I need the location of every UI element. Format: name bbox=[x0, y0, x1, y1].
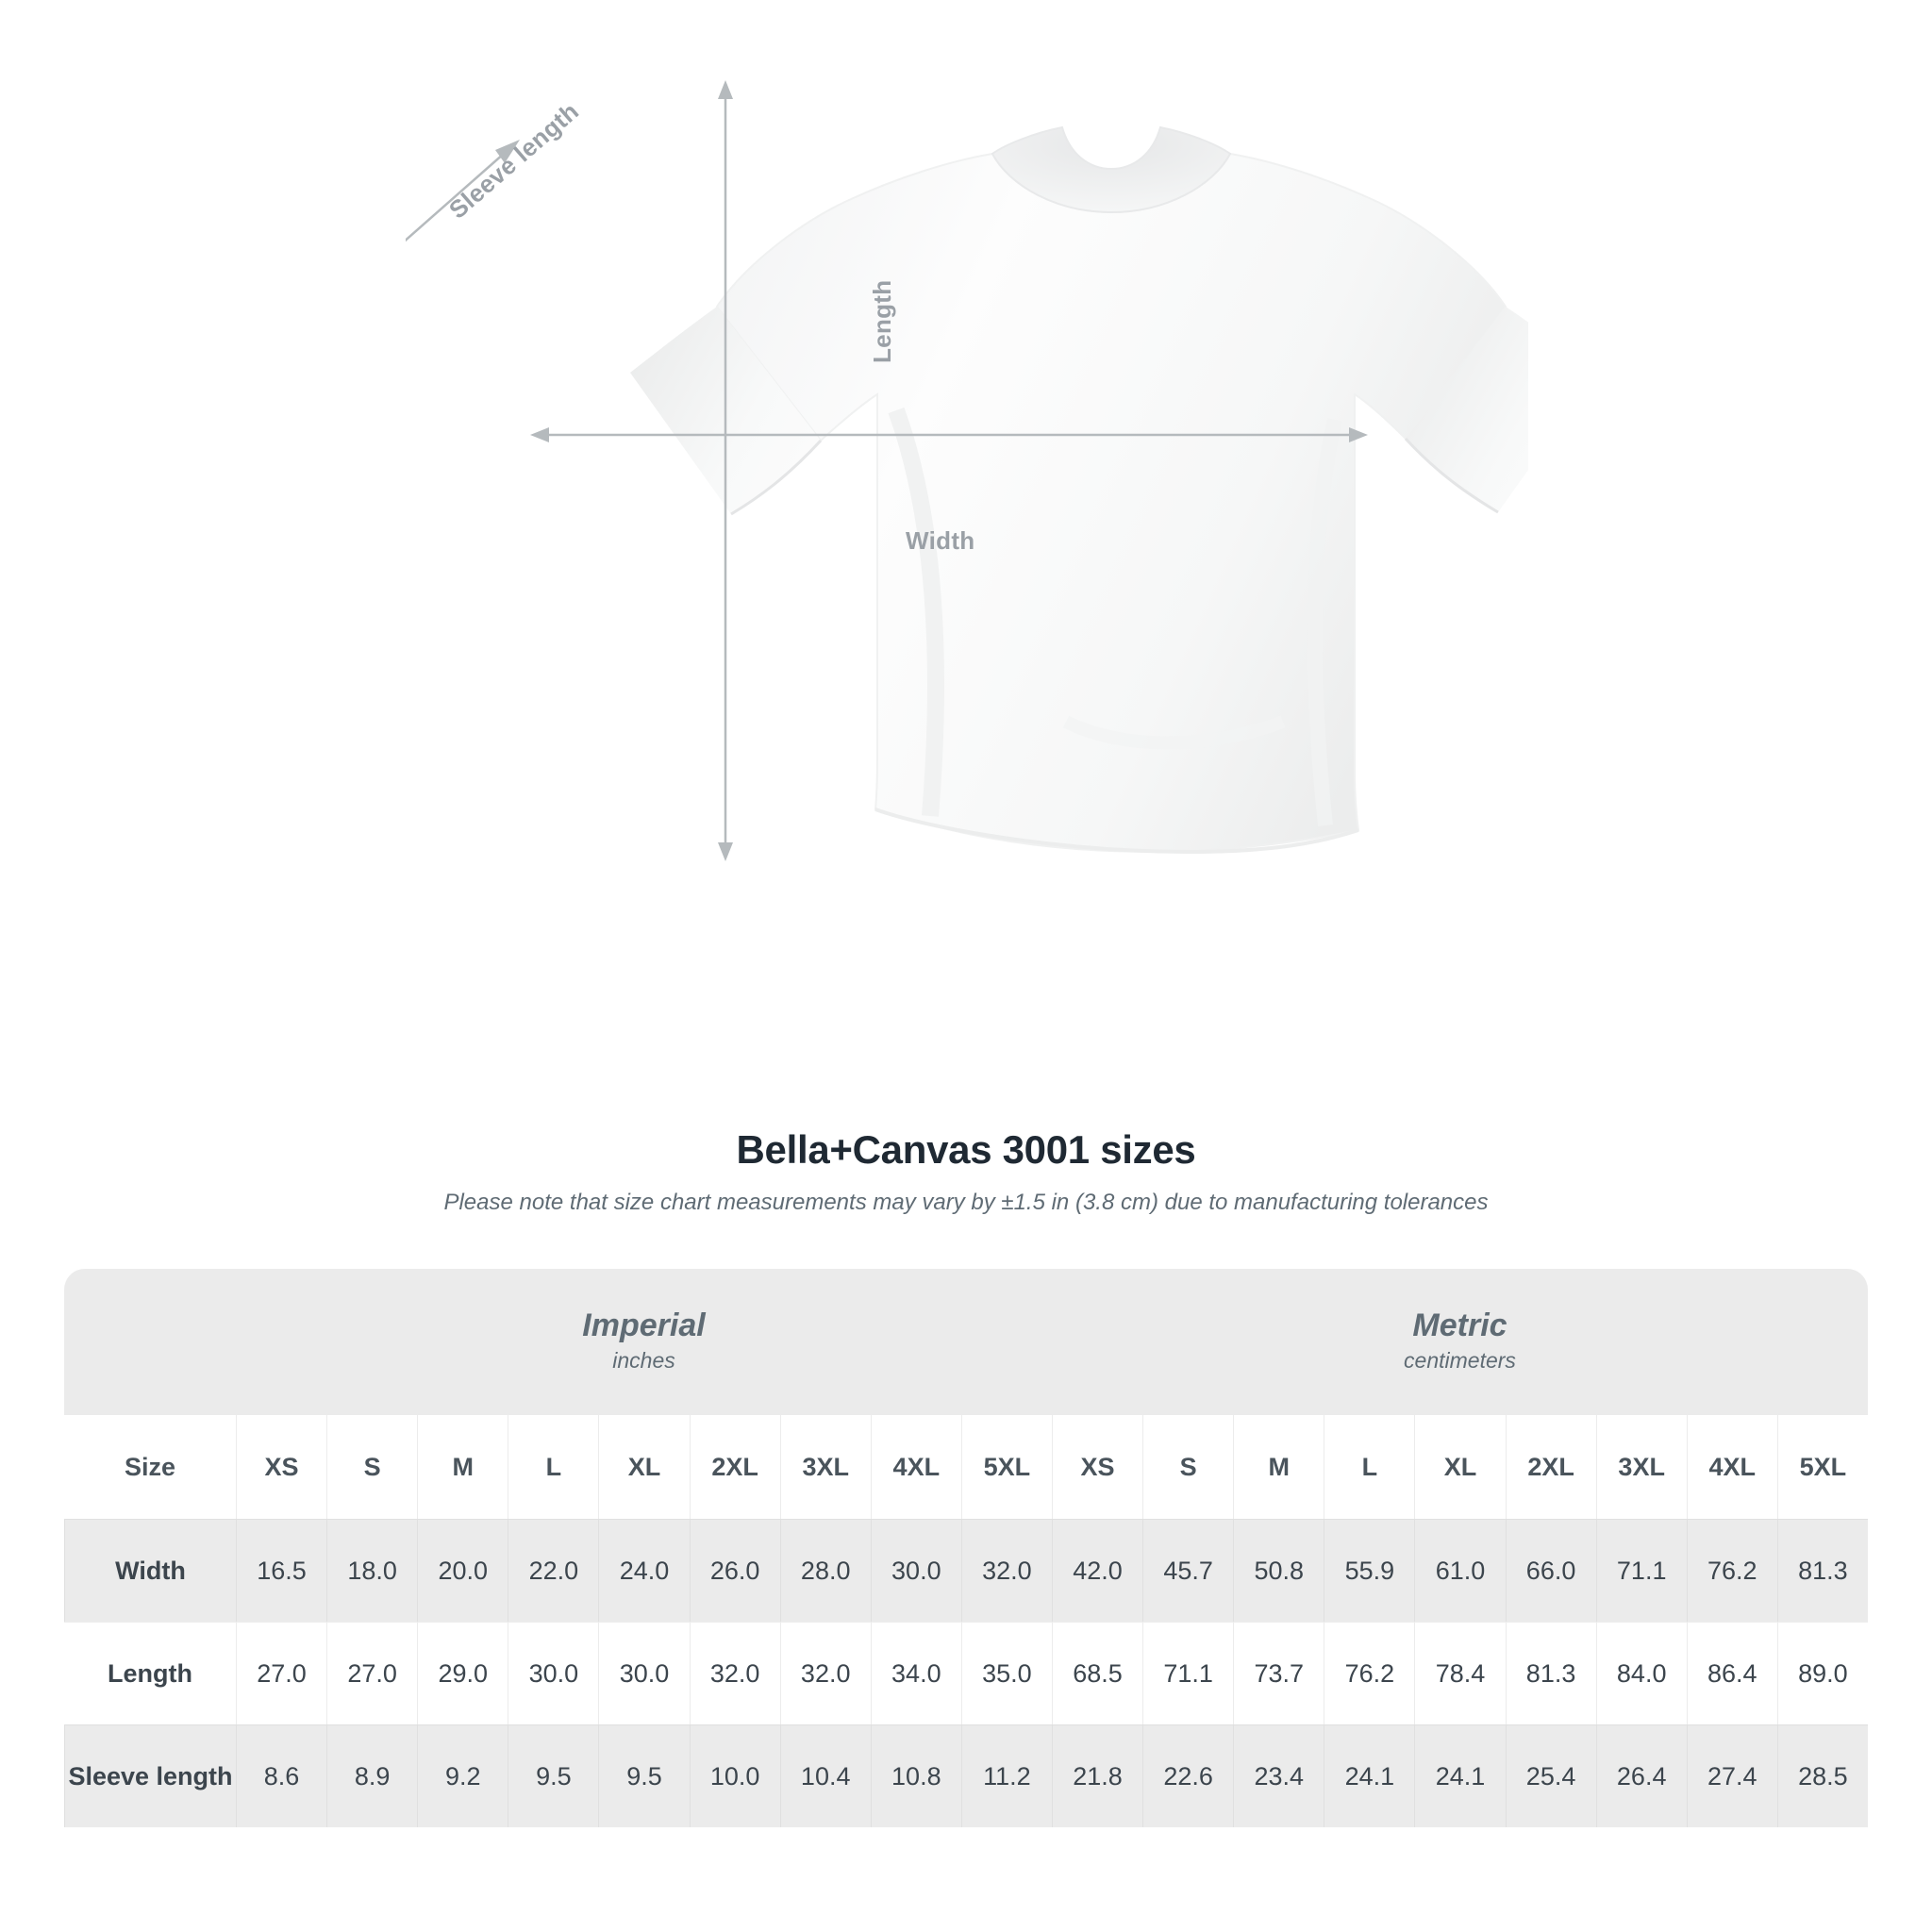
cell-length-metric: 86.4 bbox=[1687, 1622, 1777, 1724]
cell-length-imperial: 32.0 bbox=[690, 1622, 780, 1724]
size-header-cell: 5XL bbox=[961, 1415, 1052, 1519]
cell-width-imperial: 20.0 bbox=[417, 1519, 508, 1622]
cell-length-metric: 68.5 bbox=[1052, 1622, 1142, 1724]
cell-sleeve-metric: 24.1 bbox=[1324, 1724, 1414, 1827]
cell-length-metric: 73.7 bbox=[1233, 1622, 1324, 1724]
unit-group-imperial bbox=[236, 1269, 1052, 1415]
unit-group-metric bbox=[1052, 1269, 1868, 1415]
cell-width-metric: 42.0 bbox=[1052, 1519, 1142, 1622]
sleeve-length-dimension-label: Sleeve length bbox=[443, 96, 585, 225]
cell-sleeve-imperial: 8.6 bbox=[236, 1724, 326, 1827]
cell-sleeve-imperial: 10.8 bbox=[871, 1724, 961, 1827]
cell-length-imperial: 34.0 bbox=[871, 1622, 961, 1724]
size-header-cell: S bbox=[326, 1415, 417, 1519]
cell-sleeve-imperial: 11.2 bbox=[961, 1724, 1052, 1827]
cell-width-imperial: 18.0 bbox=[326, 1519, 417, 1622]
cell-sleeve-metric: 25.4 bbox=[1506, 1724, 1596, 1827]
row-header-label: Size bbox=[64, 1415, 236, 1519]
cell-width-metric: 55.9 bbox=[1324, 1519, 1414, 1622]
cell-sleeve-imperial: 9.5 bbox=[508, 1724, 598, 1827]
size-header-cell: 3XL bbox=[1596, 1415, 1687, 1519]
cell-width-imperial: 32.0 bbox=[961, 1519, 1052, 1622]
cell-length-imperial: 30.0 bbox=[598, 1622, 689, 1724]
cell-length-imperial: 27.0 bbox=[326, 1622, 417, 1724]
cell-sleeve-imperial: 10.4 bbox=[780, 1724, 871, 1827]
cell-width-imperial: 24.0 bbox=[598, 1519, 689, 1622]
cell-width-metric: 71.1 bbox=[1596, 1519, 1687, 1622]
cell-sleeve-metric: 22.6 bbox=[1142, 1724, 1233, 1827]
cell-length-metric: 81.3 bbox=[1506, 1622, 1596, 1724]
cell-width-metric: 45.7 bbox=[1142, 1519, 1233, 1622]
title-block bbox=[0, 1127, 1932, 1216]
size-table bbox=[64, 1269, 1868, 1827]
tolerance-note: Please note that size chart measurements may vary by ±1.5 in (3.8 cm) due to manufacturing tolerances bbox=[443, 1190, 1489, 1215]
size-header-cell: 4XL bbox=[1687, 1415, 1777, 1519]
cell-width-imperial: 22.0 bbox=[508, 1519, 598, 1622]
unit-row-spacer bbox=[64, 1269, 236, 1415]
cell-length-metric: 84.0 bbox=[1596, 1622, 1687, 1724]
tshirt-graphic bbox=[406, 71, 1528, 1047]
cell-length-imperial: 30.0 bbox=[508, 1622, 598, 1724]
cell-width-imperial: 28.0 bbox=[780, 1519, 871, 1622]
cell-sleeve-metric: 21.8 bbox=[1052, 1724, 1142, 1827]
cell-length-metric: 71.1 bbox=[1142, 1622, 1233, 1724]
cell-width-metric: 66.0 bbox=[1506, 1519, 1596, 1622]
cell-sleeve-metric: 23.4 bbox=[1233, 1724, 1324, 1827]
cell-length-imperial: 27.0 bbox=[236, 1622, 326, 1724]
cell-sleeve-imperial: 10.0 bbox=[690, 1724, 780, 1827]
size-header-cell: 4XL bbox=[871, 1415, 961, 1519]
page-title: Bella+Canvas 3001 sizes bbox=[736, 1127, 1196, 1172]
size-header-cell: 2XL bbox=[690, 1415, 780, 1519]
size-header-cell: S bbox=[1142, 1415, 1233, 1519]
row-label-sleeve-length: Sleeve length bbox=[64, 1724, 236, 1827]
size-header-cell: XS bbox=[236, 1415, 326, 1519]
cell-length-metric: 76.2 bbox=[1324, 1622, 1414, 1724]
cell-sleeve-imperial: 9.2 bbox=[417, 1724, 508, 1827]
table-row bbox=[64, 1622, 1868, 1724]
cell-width-metric: 61.0 bbox=[1414, 1519, 1505, 1622]
size-header-cell: XL bbox=[598, 1415, 689, 1519]
size-header-cell: M bbox=[1233, 1415, 1324, 1519]
size-header-cell: 2XL bbox=[1506, 1415, 1596, 1519]
unit-group-metric-sub: centimeters bbox=[1404, 1347, 1516, 1373]
size-header-cell: L bbox=[508, 1415, 598, 1519]
cell-width-metric: 81.3 bbox=[1777, 1519, 1868, 1622]
size-header-row bbox=[64, 1415, 1868, 1519]
length-dimension-label: Length bbox=[868, 279, 896, 363]
unit-group-row bbox=[64, 1269, 1868, 1415]
cell-length-metric: 89.0 bbox=[1777, 1622, 1868, 1724]
size-header-cell: XS bbox=[1052, 1415, 1142, 1519]
cell-width-imperial: 30.0 bbox=[871, 1519, 961, 1622]
cell-length-imperial: 35.0 bbox=[961, 1622, 1052, 1724]
size-header-cell: XL bbox=[1414, 1415, 1505, 1519]
unit-group-metric-name: Metric bbox=[1412, 1307, 1507, 1343]
table-row bbox=[64, 1519, 1868, 1622]
cell-length-imperial: 29.0 bbox=[417, 1622, 508, 1724]
cell-width-imperial: 26.0 bbox=[690, 1519, 780, 1622]
unit-group-imperial-sub: inches bbox=[612, 1347, 675, 1373]
cell-sleeve-metric: 24.1 bbox=[1414, 1724, 1505, 1827]
cell-length-metric: 78.4 bbox=[1414, 1622, 1505, 1724]
row-label-width: Width bbox=[64, 1519, 236, 1622]
table-row bbox=[64, 1724, 1868, 1827]
size-table-wrapper bbox=[64, 1269, 1868, 1827]
cell-sleeve-metric: 28.5 bbox=[1777, 1724, 1868, 1827]
cell-width-metric: 50.8 bbox=[1233, 1519, 1324, 1622]
size-header-cell: 3XL bbox=[780, 1415, 871, 1519]
cell-width-metric: 76.2 bbox=[1687, 1519, 1777, 1622]
size-header-cell: L bbox=[1324, 1415, 1414, 1519]
cell-sleeve-metric: 26.4 bbox=[1596, 1724, 1687, 1827]
row-label-length: Length bbox=[64, 1622, 236, 1724]
size-header-cell: M bbox=[417, 1415, 508, 1519]
width-dimension-label: Width bbox=[906, 526, 975, 555]
cell-sleeve-imperial: 8.9 bbox=[326, 1724, 417, 1827]
unit-group-imperial-name: Imperial bbox=[582, 1307, 706, 1343]
cell-length-imperial: 32.0 bbox=[780, 1622, 871, 1724]
cell-width-imperial: 16.5 bbox=[236, 1519, 326, 1622]
cell-sleeve-metric: 27.4 bbox=[1687, 1724, 1777, 1827]
cell-sleeve-imperial: 9.5 bbox=[598, 1724, 689, 1827]
size-header-cell: 5XL bbox=[1777, 1415, 1868, 1519]
